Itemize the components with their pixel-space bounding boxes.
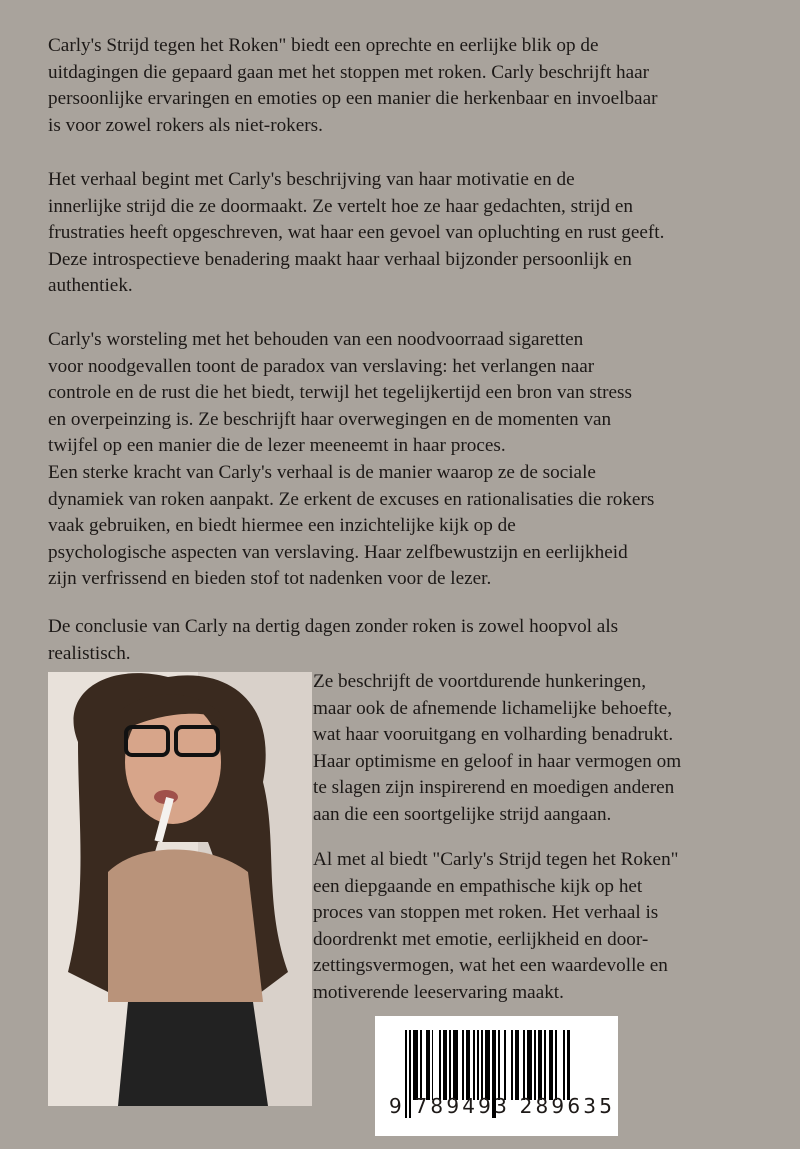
text-line: Al met al biedt "Carly's Strijd tegen het Roken" bbox=[313, 849, 679, 870]
barcode-bar bbox=[515, 1030, 519, 1100]
text-line: doordrenkt met emotie, eerlijkheid en door- bbox=[313, 928, 649, 950]
barcode-bar bbox=[473, 1030, 475, 1100]
text-line: wat haar vooruitgang en volharding benadrukt. bbox=[313, 724, 674, 746]
barcode-bar bbox=[527, 1030, 533, 1100]
text-line: authentiek. bbox=[48, 275, 133, 297]
summary-paragraph bbox=[313, 847, 679, 1007]
text-line: innerlijke strijd die ze doormaakt. Ze vertelt hoe ze haar gedachten, strijd en bbox=[48, 195, 633, 217]
isbn-barcode bbox=[375, 1016, 618, 1136]
text-line: Een sterke kracht van Carly's verhaal is de manier waarop ze de sociale bbox=[48, 461, 596, 483]
barcode-bar bbox=[498, 1030, 500, 1100]
barcode-bar bbox=[567, 1030, 571, 1100]
cravings-paragraph bbox=[313, 669, 681, 829]
text-line: Het verhaal begint met Carly's beschrijving van haar motivatie en de bbox=[48, 169, 575, 190]
barcode-bar bbox=[481, 1030, 483, 1100]
barcode-bar bbox=[563, 1030, 565, 1100]
barcode-bar bbox=[453, 1030, 459, 1100]
text-line: frustraties heeft opgeschreven, wat haar een gevoel van opluchting en rust geeft. bbox=[48, 222, 665, 244]
barcode-bar bbox=[534, 1030, 536, 1100]
text-line: controle en de rust die het biedt, terwijl het tegelijkertijd een bron van stress bbox=[48, 382, 632, 404]
barcode-bar bbox=[439, 1030, 441, 1100]
barcode-bar bbox=[426, 1030, 430, 1100]
text-line: proces van stoppen met roken. Het verhaal is bbox=[313, 902, 659, 924]
barcode-bar bbox=[420, 1030, 422, 1100]
barcode-bar bbox=[413, 1030, 419, 1100]
barcode-bar bbox=[432, 1030, 434, 1100]
text-line: en overpeinzing is. Ze beschrijft haar overwegingen en de momenten van bbox=[48, 408, 612, 430]
conclusion-paragraph bbox=[48, 614, 618, 667]
struggle-paragraph bbox=[48, 327, 654, 593]
text-line: zijn verfrissend en bieden stof tot nadenken voor de lezer. bbox=[48, 568, 492, 590]
barcode-bar bbox=[466, 1030, 470, 1100]
text-line: persoonlijke ervaringen en emoties op een manier die herkenbaar en invoelbaar bbox=[48, 88, 658, 110]
text-line: psychologische aspecten van verslaving. Haar zelfbewustzijn en eerlijkheid bbox=[48, 541, 628, 563]
barcode-bar bbox=[443, 1030, 447, 1100]
barcode-bar bbox=[549, 1030, 553, 1100]
text-line: De conclusie van Carly na dertig dagen zonder roken is zowel hoopvol als bbox=[48, 616, 619, 637]
text-line: is voor zowel rokers als niet-rokers. bbox=[48, 114, 323, 136]
barcode-bar bbox=[523, 1030, 525, 1100]
barcode-bar bbox=[511, 1030, 513, 1100]
text-line: Ze beschrijft de voortdurende hunkeringen, bbox=[313, 671, 646, 692]
story-start-paragraph bbox=[48, 167, 664, 300]
text-line: voor noodgevallen toont de paradox van verslaving: het verlangen naar bbox=[48, 355, 595, 377]
barcode-bar bbox=[504, 1030, 506, 1100]
text-line: uitdagingen die gepaard gaan met het stoppen met roken. Carly beschrijft haar bbox=[48, 61, 649, 83]
text-line: Carly's worsteling met het behouden van een noodvoorraad sigaretten bbox=[48, 329, 584, 350]
barcode-bar bbox=[477, 1030, 479, 1100]
text-line: dynamiek van roken aanpakt. Ze erkent de excuses en rationalisaties die rokers bbox=[48, 488, 655, 510]
barcode-bar bbox=[544, 1030, 546, 1100]
text-line: twijfel op een manier die de lezer meeneemt in haar proces. bbox=[48, 435, 506, 457]
barcode-bar bbox=[462, 1030, 464, 1100]
text-line: Deze introspectieve benadering maakt haar verhaal bijzonder persoonlijk en bbox=[48, 248, 632, 270]
author-photo-illustration bbox=[48, 672, 312, 1106]
text-line: Carly's Strijd tegen het Roken" biedt een oprechte en eerlijke blik op de bbox=[48, 35, 599, 56]
text-line: aan die een soortgelijke strijd aangaan. bbox=[313, 803, 612, 825]
text-line: vaak gebruiken, en biedt hiermee een inzichtelijke kijk op de bbox=[48, 515, 516, 537]
text-line: Haar optimisme en geloof in haar vermogen om bbox=[313, 750, 682, 772]
isbn-number: 9 789493 289635 bbox=[389, 1094, 616, 1118]
author-photo bbox=[48, 672, 312, 1106]
text-line: maar ook de afnemende lichamelijke behoefte, bbox=[313, 697, 673, 719]
barcode-bar bbox=[555, 1030, 557, 1100]
text-line: te slagen zijn inspirerend en moedigen anderen bbox=[313, 777, 675, 799]
text-line: motiverende leeservaring maakt. bbox=[313, 981, 564, 1003]
intro-paragraph bbox=[48, 33, 657, 139]
text-line: zettingsvermogen, wat het een waardevolle en bbox=[313, 955, 668, 977]
barcode-bar bbox=[485, 1030, 491, 1100]
barcode-bar bbox=[449, 1030, 451, 1100]
text-line: een diepgaande en empathische kijk op het bbox=[313, 875, 643, 897]
text-line: realistisch. bbox=[48, 642, 131, 664]
barcode-bar bbox=[538, 1030, 542, 1100]
